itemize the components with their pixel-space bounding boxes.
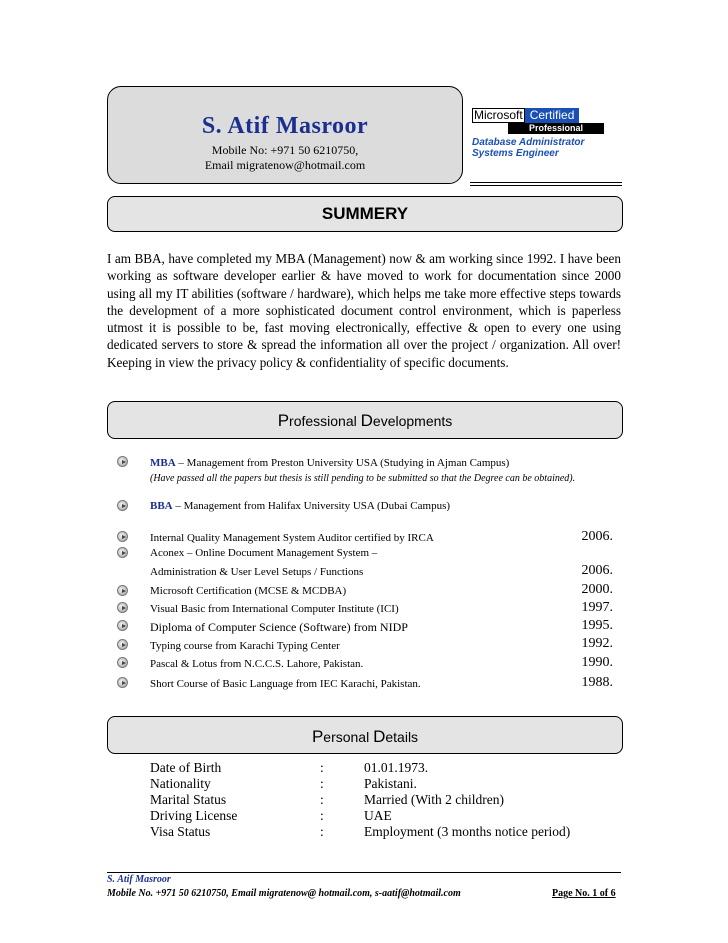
heading-text: etails (385, 729, 419, 745)
page-number: Page No. 1 of 6 (552, 888, 616, 899)
heading-text: evelopments (372, 413, 453, 429)
dev-item-year: 1995. (581, 618, 613, 633)
mba-note: (Have passed all the papers but thesis is still pending to be submitted so that the Degree can be obtained). (150, 473, 576, 484)
dev-item-text: Administration & User Level Setups / Functions (150, 566, 364, 578)
summary-paragraph: I am BBA, have completed my MBA (Management) now & am working since 1992. I have been working as software developer earlier & have moved to work for documentation since 2000 using all my IT abilities (software / hardware), which helps me take more effective steps towards the development of a more sophisticated document control environment, which is paperless utmost it is possible to be, fast moving electronically, effective & open to every one using dedicated servers to store & spread the information all over the project / organization. All over! Keeping in view the privacy policy & confidentiality of specific documents. (107, 251, 621, 370)
logo-line1: Database Administrator (472, 137, 585, 148)
bullet-icon (117, 657, 128, 668)
bullet-icon (117, 620, 128, 631)
microsoft-certified-logo (472, 108, 622, 166)
pd-sep: : (320, 760, 324, 775)
heading-text: rofessional (289, 413, 361, 429)
pd-sep: : (320, 776, 324, 791)
pd-label: Driving License (150, 808, 238, 823)
bullet-icon (117, 500, 128, 511)
bba-item (150, 500, 450, 512)
heading-cap: D (360, 411, 373, 430)
dev-item-text: Diploma of Computer Science (Software) from NIDP (150, 620, 408, 634)
header-email: Email migratenow@hotmail.com (204, 158, 366, 172)
bba-text: – Management from Halifax University USA (Dubai Campus) (172, 500, 451, 512)
pd-sep: : (320, 808, 324, 823)
candidate-name: S. Atif Masroor (201, 113, 369, 139)
dev-item-text: Aconex – Online Document Management System – (150, 547, 378, 559)
bullet-icon (117, 585, 128, 596)
mba-item (150, 457, 509, 469)
bullet-icon (117, 547, 128, 558)
logo-line2: Systems Engineer (472, 148, 559, 159)
pd-value: Pakistani. (364, 776, 417, 791)
header-box (107, 86, 463, 184)
dev-item-year: 2006. (581, 563, 613, 578)
personal-details-heading (107, 716, 623, 754)
pd-value: Married (With 2 children) (364, 792, 505, 807)
mba-text: – Management from Preston University USA (Studying in Ajman Campus) (175, 457, 510, 469)
pd-value: Employment (3 months notice period) (364, 824, 571, 839)
header-divider-2 (470, 185, 622, 186)
dev-item-text: Visual Basic from International Computer Institute (ICI) (150, 603, 399, 615)
dev-item-text: Internal Quality Management System Auditor certified by IRCA (150, 532, 434, 544)
dev-item-text: Pascal & Lotus from N.C.C.S. Lahore, Pakistan. (150, 658, 364, 670)
footer-divider (107, 872, 621, 873)
bullet-icon (117, 531, 128, 542)
heading-cap: D (373, 727, 386, 746)
footer-name: S. Atif Masroor (107, 874, 171, 885)
bba-degree: BBA (150, 500, 173, 512)
heading-cap: P (311, 727, 324, 746)
dev-item-year: 1988. (581, 675, 613, 690)
logo-certified: Certified (525, 108, 580, 123)
dev-item-year: 1992. (581, 636, 613, 651)
bullet-icon (117, 456, 128, 467)
bullet-icon (117, 677, 128, 688)
summary-heading: SUMMERY (107, 196, 623, 232)
dev-item-year: 2000. (581, 582, 613, 597)
pd-label: Visa Status (150, 824, 211, 839)
pd-value: UAE (364, 808, 392, 823)
logo-professional: Professional (508, 123, 604, 134)
dev-item-year: 1997. (581, 600, 613, 615)
dev-item-text: Microsoft Certification (MCSE & MCDBA) (150, 585, 347, 597)
pd-label: Nationality (150, 776, 211, 791)
dev-item-year: 1990. (581, 655, 613, 670)
pd-label: Date of Birth (150, 760, 222, 775)
professional-developments-heading (107, 401, 623, 439)
dev-item-year: 2006. (581, 529, 613, 544)
mba-degree: MBA (150, 457, 176, 469)
bullet-icon (117, 602, 128, 613)
dev-item-text: Short Course of Basic Language from IEC Karachi, Pakistan. (150, 678, 421, 690)
pd-label: Marital Status (150, 792, 227, 807)
dev-item-text: Typing course from Karachi Typing Center (150, 640, 340, 652)
heading-cap: P (277, 411, 290, 430)
pd-value: 01.01.1973. (364, 760, 429, 775)
header-mobile: Mobile No: +971 50 6210750, (211, 143, 359, 157)
bullet-icon (117, 639, 128, 650)
footer-contact: Mobile No. +971 50 6210750, Email migratenow@ hotmail.com, s-aatif@hotmail.com (107, 888, 461, 899)
logo-microsoft: Microsoft (474, 108, 523, 122)
pd-sep: : (320, 792, 324, 807)
pd-sep: : (320, 824, 324, 839)
header-divider (470, 182, 622, 183)
heading-text: ersonal (323, 729, 374, 745)
